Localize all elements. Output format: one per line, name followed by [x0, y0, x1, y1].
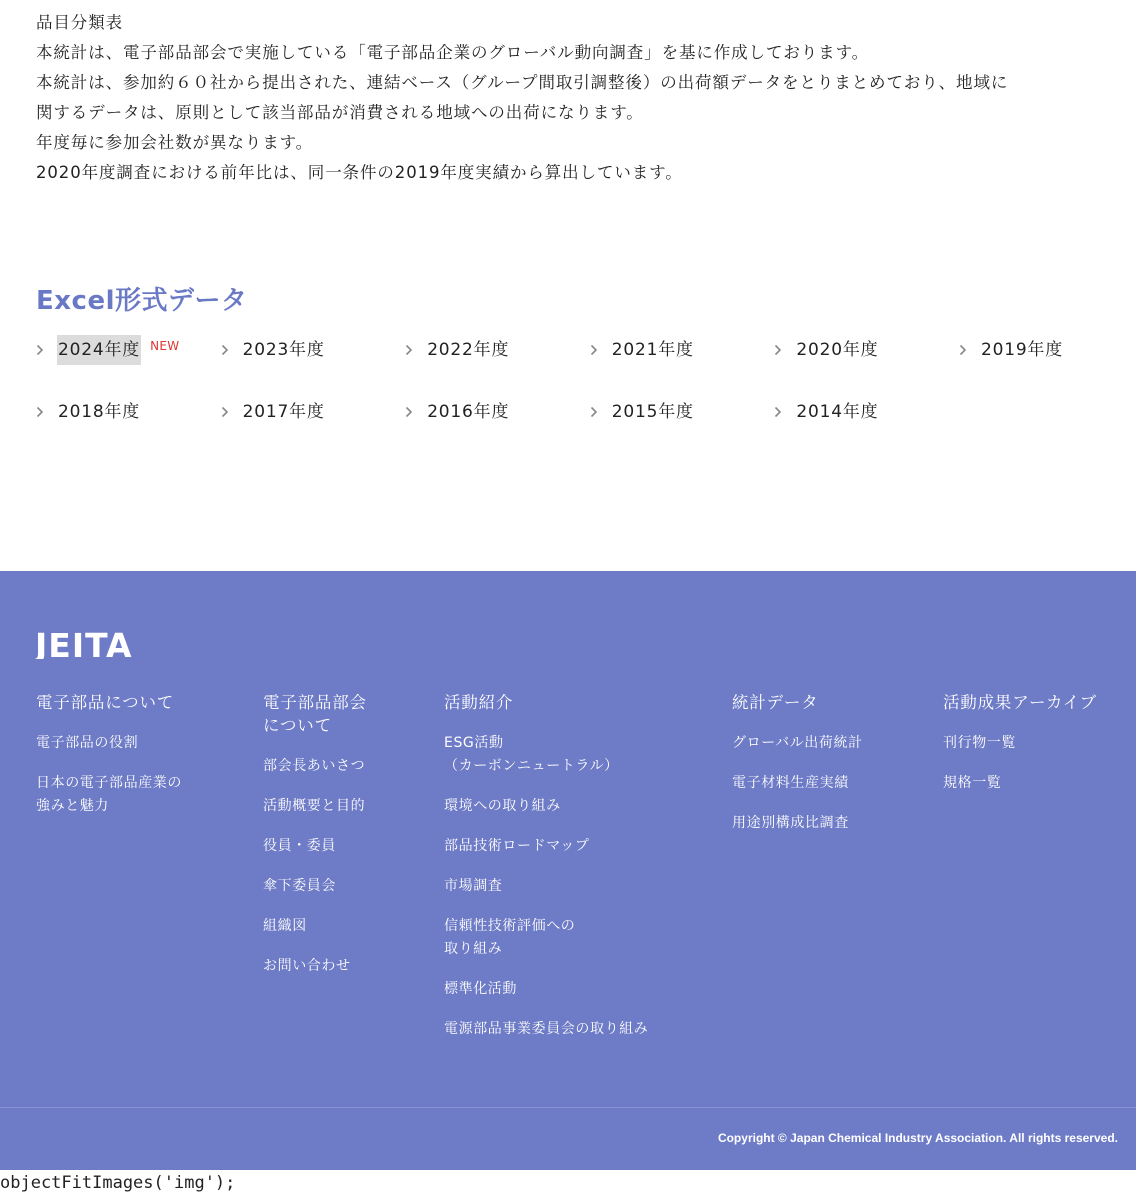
footer-link[interactable]	[943, 732, 1097, 755]
footer-link-line: （カーボンニュートラル）	[444, 758, 619, 774]
year-link[interactable]	[36, 397, 221, 427]
year-link[interactable]	[959, 335, 1136, 365]
footer-link-list	[36, 732, 182, 818]
chevron-right-icon	[590, 406, 611, 418]
footer-link-line: 取り組み	[444, 941, 503, 957]
year-link[interactable]	[221, 397, 406, 427]
footer-link-line: 傘下委員会	[263, 878, 336, 894]
footer-link[interactable]	[444, 795, 648, 818]
year-link-list	[36, 335, 1136, 427]
footer-link[interactable]	[263, 955, 367, 978]
chevron-right-icon	[36, 344, 57, 356]
footer-heading-line: 活動紹介	[444, 693, 514, 712]
footer-link-line: 標準化活動	[444, 981, 517, 997]
jeita-logo[interactable]	[35, 629, 165, 663]
footer-heading-line: 統計データ	[732, 693, 819, 712]
footer-link-line: 刊行物一覧	[943, 735, 1016, 751]
chevron-right-icon	[959, 344, 980, 356]
footer-link-list	[943, 732, 1097, 795]
year-link-label: 2016年度	[427, 402, 510, 422]
footer-column-heading[interactable]	[36, 691, 182, 714]
footer-link[interactable]	[263, 755, 367, 778]
footer-link-line: ESG活動	[444, 735, 504, 751]
note-line: 本統計は、参加約６０社から提出された、連結ベース（グループ間取引調整後）の出荷額データをとりまとめており、地域に	[36, 73, 1009, 92]
year-link-label: 2014年度	[796, 402, 879, 422]
chevron-right-icon	[774, 344, 795, 356]
jeita-logo-text: JEITA	[35, 629, 133, 659]
footer-link[interactable]	[444, 915, 648, 961]
footer-divider	[0, 1107, 1136, 1108]
year-link-label: 2020年度	[796, 340, 879, 360]
footer-link[interactable]	[444, 978, 648, 1001]
footer-link[interactable]	[732, 772, 863, 795]
year-link-label: 2023年度	[242, 340, 325, 360]
footer-link-list	[444, 732, 648, 1041]
footer-link[interactable]	[444, 875, 648, 898]
year-link[interactable]	[590, 397, 775, 427]
footer-link-line: 役員・委員	[263, 838, 336, 854]
year-link-label: 2018年度	[58, 402, 141, 422]
year-link-label: 2015年度	[611, 402, 694, 422]
year-link-label: 2024年度	[57, 335, 141, 365]
footer-link-list	[732, 732, 863, 835]
note-line: 2020年度調査における前年比は、同一条件の2019年度実績から算出しています。	[36, 163, 683, 182]
jeita-logo-mark	[35, 629, 165, 659]
copyright: Copyright © Japan Chemical Industry Association. All rights reserved.	[717, 1131, 1118, 1145]
year-link-label: 2017年度	[242, 402, 325, 422]
note-line: 品目分類表	[36, 13, 123, 32]
year-link[interactable]	[590, 335, 775, 365]
footer-column	[36, 691, 182, 835]
year-link[interactable]	[405, 335, 590, 365]
footer-link[interactable]	[444, 1018, 648, 1041]
footer-link-line: 信頼性技術評価への	[444, 918, 576, 934]
footer-heading-line: 電子部品について	[36, 693, 175, 712]
footer-link[interactable]	[263, 795, 367, 818]
chevron-right-icon	[221, 406, 242, 418]
footer-link-line: お問い合わせ	[263, 958, 351, 974]
footer-heading-line: 電子部品部会	[263, 693, 367, 712]
footer-link-line: 市場調査	[444, 878, 503, 894]
year-link[interactable]	[774, 397, 959, 427]
chevron-right-icon	[405, 344, 426, 356]
footer-link-line: 電源部品事業委員会の取り組み	[444, 1021, 649, 1037]
note-line: 本統計は、電子部品部会で実施している「電子部品企業のグローバル動向調査」を基に作成しております。	[36, 43, 870, 62]
footer-link[interactable]	[36, 772, 182, 818]
footer-link-line: 部品技術ロードマップ	[444, 838, 590, 854]
footer-link-line: 用途別構成比調査	[732, 815, 849, 831]
year-link[interactable]	[221, 335, 406, 365]
year-link[interactable]	[774, 335, 959, 365]
chevron-right-icon	[590, 344, 611, 356]
chevron-right-icon	[405, 406, 426, 418]
note-line: 関するデータは、原則として該当部品が消費される地域への出荷になります。	[36, 103, 644, 122]
chevron-right-icon	[36, 406, 57, 418]
footer-column	[263, 691, 367, 995]
footer-link-line: 環境への取り組み	[444, 798, 561, 814]
footer-link-line: グローバル出荷統計	[732, 735, 863, 751]
footer-link[interactable]	[263, 835, 367, 858]
footer-link[interactable]	[263, 875, 367, 898]
footer-link-line: 規格一覧	[943, 775, 1002, 791]
footer-column	[732, 691, 863, 852]
footer-link-list	[263, 755, 367, 978]
excel-section-title: Excel形式データ	[36, 286, 248, 316]
footer-column	[943, 691, 1097, 812]
chevron-right-icon	[221, 344, 242, 356]
site-footer	[0, 571, 1136, 1170]
stray-script-text: objectFitImages('img');	[0, 1173, 236, 1193]
footer-column-heading[interactable]	[263, 691, 367, 737]
footer-link[interactable]	[444, 732, 648, 778]
footer-link-line: 電子部品の役割	[36, 735, 139, 751]
new-badge: NEW	[150, 339, 180, 353]
footer-link[interactable]	[943, 772, 1097, 795]
year-link[interactable]	[36, 335, 221, 365]
footer-link[interactable]	[732, 732, 863, 755]
footer-column	[444, 691, 648, 1058]
footer-link[interactable]	[732, 812, 863, 835]
footer-link[interactable]	[36, 732, 182, 755]
footer-heading-line: について	[263, 716, 332, 735]
footer-column-heading[interactable]	[444, 691, 648, 714]
note-line: 年度毎に参加会社数が異なります。	[36, 133, 314, 152]
year-link-label: 2021年度	[611, 340, 694, 360]
footer-column-heading[interactable]	[732, 691, 863, 714]
footer-column-heading[interactable]	[943, 691, 1097, 714]
footer-link[interactable]	[444, 835, 648, 858]
footer-link-line: 電子材料生産実績	[732, 775, 849, 791]
year-link-label: 2022年度	[427, 340, 510, 360]
chevron-right-icon	[774, 406, 795, 418]
footer-heading-line: 活動成果アーカイブ	[943, 693, 1097, 712]
footer-link-line: 組織図	[263, 918, 307, 934]
footer-link-line: 部会長あいさつ	[263, 758, 366, 774]
year-link[interactable]	[405, 397, 590, 427]
notes-section	[36, 8, 1116, 188]
footer-link-line: 活動概要と目的	[263, 798, 366, 814]
footer-link-line: 日本の電子部品産業の	[36, 775, 182, 791]
footer-link[interactable]	[263, 915, 367, 938]
year-link-label: 2019年度	[980, 340, 1064, 360]
footer-link-line: 強みと魅力	[36, 798, 109, 814]
